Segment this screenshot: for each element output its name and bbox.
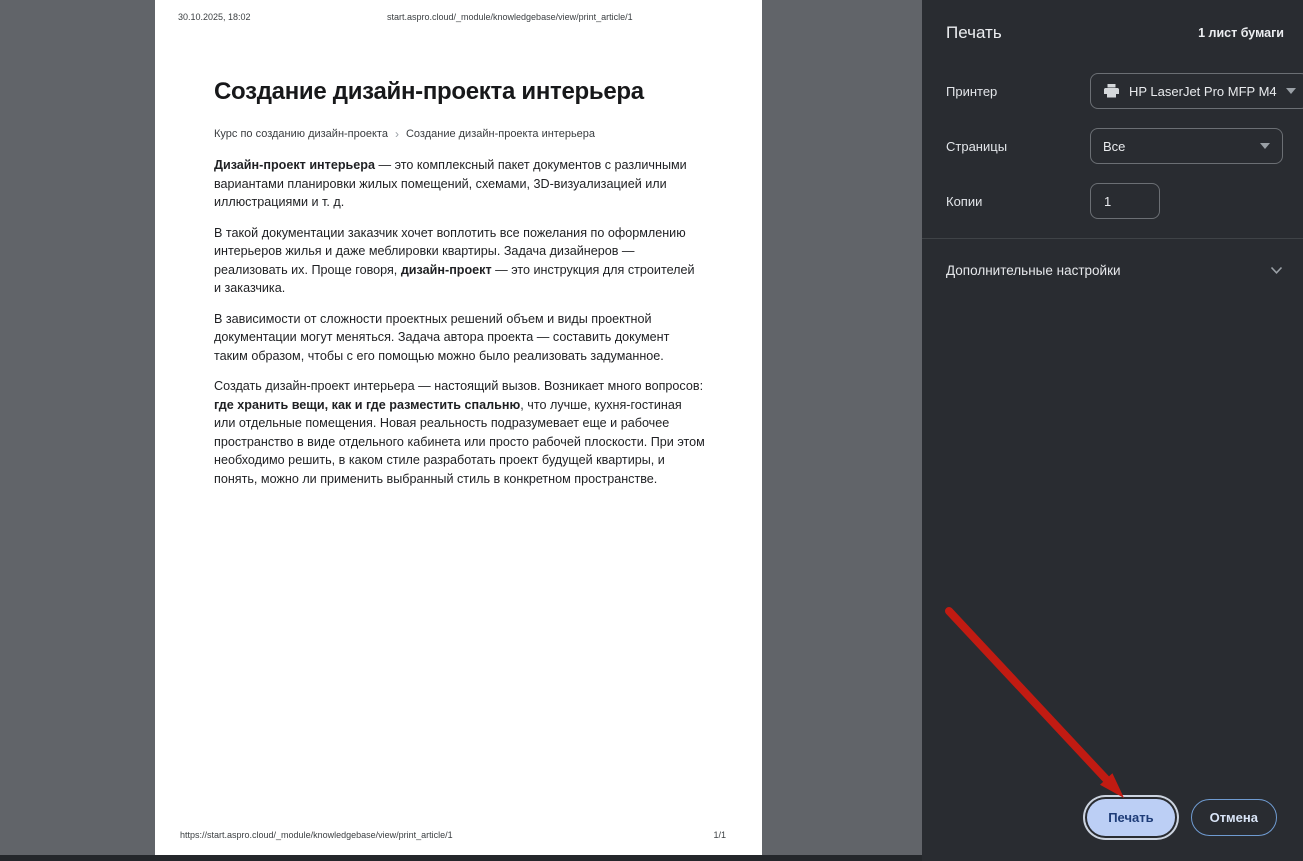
panel-header [922,0,1303,43]
breadcrumb-item-course: Курс по созданию дизайн-проекта [214,128,388,140]
sheet-count: 1 лист бумаги [1198,26,1284,40]
breadcrumb-separator-icon: › [394,127,399,141]
document-page [155,0,762,855]
print-settings-form [922,73,1303,219]
breadcrumb-item-article: Создание дизайн-проекта интерьера [405,128,596,140]
dialog-title: Печать [946,23,1002,42]
printer-value: HP LaserJet Pro MFP M4 [1129,83,1277,99]
page-number: 1/1 [713,830,726,840]
cancel-button[interactable]: Отмена [1191,799,1277,836]
chevron-down-icon [1270,266,1283,275]
copies-input[interactable] [1090,183,1160,219]
pages-row [946,128,1283,164]
print-button[interactable]: Печать [1087,799,1174,836]
pages-label: Страницы [946,138,1008,154]
article-paragraph: В такой документации заказчик хочет воплотить все пожелания по оформлению интерьеров жилья и даже меблировки квартиры. Задача дизайнеров — реализовать их. Проще говоря, дизайн-проект — это инструкция для строителей и заказчика. [214,225,695,295]
more-settings-toggle[interactable] [922,239,1303,278]
footer-url: https://start.aspro.cloud/_module/knowledgebase/view/print_article/1 [180,830,453,840]
pages-value: Все [1103,138,1126,154]
chevron-down-icon [1286,88,1296,94]
print-date: 30.10.2025, 18:02 [178,12,251,22]
printer-label: Принтер [946,83,998,99]
article-title: Создание дизайн-проекта интерьера [214,78,644,105]
article-paragraph: Создать дизайн-проект интерьера — настоящий вызов. Возникает много вопросов: где хранить вещи, как и где разместить спальню, что лучше, кухня-гостиная или отдельные помещения. Новая реальность подразумевает еще и рабочее пространство в виде отдельного кабинета или просто рабочей плоскости. При этом необходимо решить, в каком стиле разработать проект будущей квартиры, и понять, можно ли применить выбранный стиль в конкретном пространстве. [214,379,705,486]
printer-select[interactable] [1090,73,1303,109]
pages-select[interactable] [1090,128,1283,164]
panel-footer [1087,799,1277,836]
article-paragraph: Дизайн-проект интерьера — это комплексный пакет документов с различными вариантами планировки жилых помещений, схемами, 3D-визуализацией или иллюстрациями и т. д. [214,158,687,209]
copies-label: Копии [946,193,983,209]
printer-icon [1103,83,1120,99]
page-footer [180,830,726,840]
printer-row [946,73,1283,109]
article-paragraph: В зависимости от сложности проектных решений объем и виды проектной документации могут меняться. Задача автора проекта — составить документ таким образом, чтобы с его помощью можно было реализовать задуманное. [214,311,670,363]
page-header [178,12,739,22]
print-settings-panel [922,0,1303,861]
article-content [155,0,762,488]
breadcrumb [214,127,705,141]
more-settings-label: Дополнительные настройки [946,263,1121,278]
chevron-down-icon [1260,143,1270,149]
print-header-url: start.aspro.cloud/_module/knowledgebase/view/print_article/1 [386,12,633,22]
copies-row [946,183,1283,219]
article-body [214,156,705,488]
